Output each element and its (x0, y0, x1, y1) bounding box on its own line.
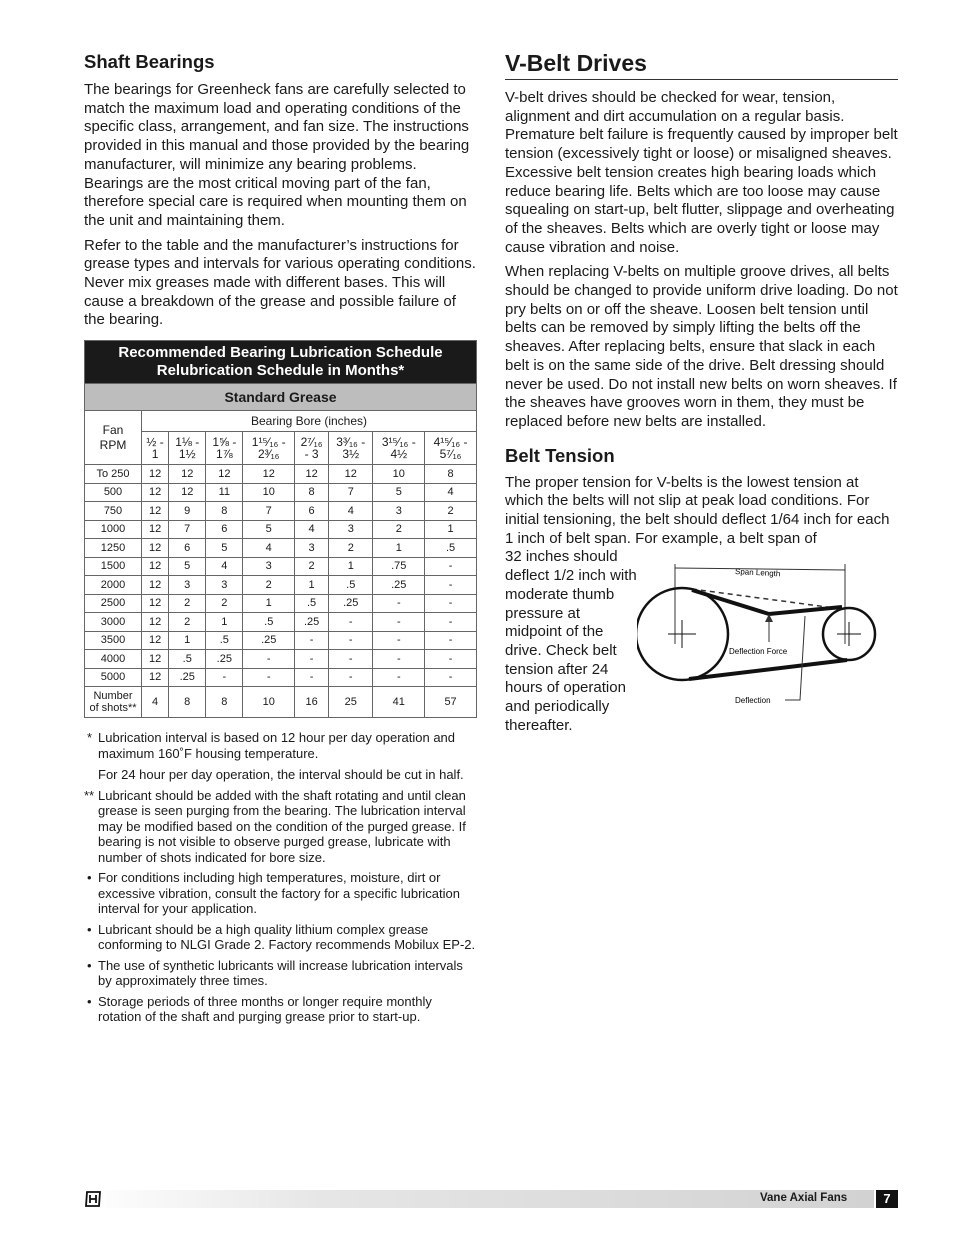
bore-size-header (295, 432, 329, 465)
interval-cell: - (295, 668, 329, 687)
interval-cell: .5 (206, 631, 243, 650)
interval-cell: 12 (142, 539, 169, 558)
interval-cell: 4 (295, 520, 329, 539)
interval-cell: 12 (142, 631, 169, 650)
table-notes (84, 730, 477, 1025)
interval-cell: 12 (142, 557, 169, 576)
interval-cell: - (373, 668, 425, 687)
table-row (85, 576, 477, 595)
interval-cell: - (425, 594, 477, 613)
interval-cell: - (373, 631, 425, 650)
bullet-mark: • (87, 921, 92, 937)
interval-cell: 5 (169, 557, 206, 576)
interval-cell: .5 (169, 650, 206, 669)
v-belt-para-1: V-belt drives should be checked for wear, tension, alignment and dirt accumulation on a regular basis. Premature belt failure is frequently caused by improper belt tension (excessively tight or loose) or misaligned sheaves. Excessive belt tension creates high bearing loads which reduce bearing life. Belts which are too loose may cause squealing on start-up, belt flutter, slippage and overheating of the sheaves. Belts which are overly tight or loose may cause vibration and noise. (505, 89, 898, 256)
interval-cell: 12 (295, 465, 329, 484)
interval-cell: 12 (206, 465, 243, 484)
belt-tension-side-text: 32 inches should deflect 1/2 inch with moderate thumb pressure at midpoint of the drive. Check belt tension after 24 hours of operation and periodically thereafter. (505, 548, 637, 734)
interval-cell: 10 (373, 465, 425, 484)
interval-cell: - (425, 557, 477, 576)
rpm-cell: 500 (85, 483, 142, 502)
shaft-bearings-para-2: Refer to the table and the manufacturer’s instructions for grease types and intervals for various operating conditions. Never mix greases made with different bases. This will cause a breakdown of the grease and possible failure of the bearing. (84, 236, 476, 329)
bore-size-bottom: - 3 (304, 447, 319, 462)
v-belt-para-2: When replacing V-belts on multiple groove drives, all belts should be changed to provide uniform drive loading. Do not pry belts on or off the sheave. Loosen belt tension until belts can be removed by simply lifting the belts off the sheaves. After replacing belts, ensure that slack in each belt is on the same side of the drive. Belt dressing should never be used. Do not install new belts on worn sheaves. If the sheaves have grooves worn in them, they must be replaced before new belts are installed. (505, 263, 898, 430)
interval-cell: .5 (295, 594, 329, 613)
v-belt-drives-heading: V-Belt Drives (505, 50, 898, 80)
note-bullet (84, 958, 477, 989)
note-double-star-mark: ** (84, 787, 95, 803)
bore-size-header (206, 432, 243, 465)
interval-cell: 2 (169, 594, 206, 613)
fan-rpm-header-line-2: RPM (99, 437, 127, 452)
interval-cell: - (425, 613, 477, 632)
lubrication-schedule-table (84, 340, 477, 718)
interval-cell: 12 (142, 483, 169, 502)
interval-cell: 8 (295, 483, 329, 502)
table-title-line-2: Relubrication Schedule in Months* (156, 362, 405, 380)
shaft-bearings-heading: Shaft Bearings (84, 51, 215, 72)
right-column (505, 50, 898, 736)
bore-size-bottom: 5⁷⁄₁₆ (439, 447, 462, 462)
interval-cell: 2 (169, 613, 206, 632)
table-row (85, 594, 477, 613)
interval-cell: 3 (373, 502, 425, 521)
interval-cell: 5 (243, 520, 295, 539)
note-bullet (84, 870, 477, 917)
interval-cell: .25 (373, 576, 425, 595)
belt-diagram-svg (637, 554, 897, 714)
table-subtitle: Standard Grease (85, 384, 477, 411)
shots-label-line-2: of shots** (89, 702, 137, 715)
note-star-mark: * (87, 730, 93, 746)
bullet-mark: • (87, 993, 92, 1009)
shots-cell: 16 (295, 687, 329, 718)
interval-cell: 5 (373, 483, 425, 502)
interval-cell: .5 (329, 576, 373, 595)
rpm-cell: 1000 (85, 520, 142, 539)
interval-cell: 3 (243, 557, 295, 576)
table-row (85, 557, 477, 576)
bore-size-bottom: 1½ (178, 447, 196, 462)
bore-size-header (373, 432, 425, 465)
interval-cell: 1 (206, 613, 243, 632)
table-title-line-1: Recommended Bearing Lubrication Schedule (118, 344, 443, 362)
bore-size-header (169, 432, 206, 465)
interval-cell: - (329, 650, 373, 669)
rpm-cell: 1250 (85, 539, 142, 558)
shaft-bearings-para-1: The bearings for Greenheck fans are carefully selected to match the maximum load and operating conditions of the specific class, arrangement, and fan size. The instructions provided in this manual and those provided by the bearing manufacturer, will minimize any bearing problems. Bearings are the most critical moving part of the fan, therefore special care is required when mounting them on the unit and maintaining them. (84, 81, 470, 229)
interval-cell: .5 (243, 613, 295, 632)
fan-rpm-header-line-1: Fan (102, 422, 124, 437)
interval-cell: 2 (243, 576, 295, 595)
bore-size-top: 1⅛ - (175, 435, 200, 450)
shots-cell: 41 (373, 687, 425, 718)
interval-cell: - (295, 650, 329, 669)
interval-cell: .25 (243, 631, 295, 650)
rpm-cell: 2000 (85, 576, 142, 595)
belt-tension-row (505, 548, 898, 735)
note-bullet-text: Lubricant should be a high quality lithium complex grease conforming to NLGI Grade 2. Factory recommends Mobilux EP-2. (98, 921, 476, 953)
interval-cell: 12 (142, 465, 169, 484)
note-bullet-text: For conditions including high temperatures, moisture, dirt or excessive vibration, consult the factory for a specific lubrication interval for your application. (98, 870, 461, 917)
deflection-callout (785, 616, 805, 700)
table-row (85, 483, 477, 502)
shots-label-line-1: Number (93, 690, 133, 703)
bore-size-header (329, 432, 373, 465)
interval-cell: 7 (329, 483, 373, 502)
interval-cell: 12 (142, 668, 169, 687)
interval-cell: - (329, 613, 373, 632)
interval-cell: .25 (329, 594, 373, 613)
interval-cell: - (425, 650, 477, 669)
bullet-mark: • (87, 957, 92, 973)
rpm-cell: 750 (85, 502, 142, 521)
bore-size-bottom: 4½ (390, 447, 408, 462)
interval-cell: - (425, 631, 477, 650)
bore-size-header (425, 432, 477, 465)
greenheck-logo-icon (84, 1191, 102, 1207)
bullet-mark: • (87, 870, 92, 886)
interval-cell: 1 (169, 631, 206, 650)
shots-cell: 8 (206, 687, 243, 718)
interval-cell: .75 (373, 557, 425, 576)
interval-cell: 8 (206, 502, 243, 521)
interval-cell: - (373, 613, 425, 632)
table-row (85, 668, 477, 687)
note-bullet (84, 994, 477, 1025)
interval-cell: - (295, 631, 329, 650)
interval-cell: 12 (142, 650, 169, 669)
table-title (85, 341, 477, 384)
interval-cell: 11 (206, 483, 243, 502)
bore-size-bottom: 2³⁄₁₆ (257, 447, 280, 462)
rpm-cell: 2500 (85, 594, 142, 613)
interval-cell: 2 (206, 594, 243, 613)
shots-cell: 4 (142, 687, 169, 718)
interval-cell: - (329, 631, 373, 650)
table-row (85, 539, 477, 558)
interval-cell: - (425, 668, 477, 687)
interval-cell: .25 (169, 668, 206, 687)
bore-size-bottom: 3½ (342, 447, 360, 462)
shots-cell: 10 (243, 687, 295, 718)
interval-cell: - (243, 650, 295, 669)
interval-cell: 6 (295, 502, 329, 521)
shots-label (85, 687, 142, 718)
belt-tension-heading: Belt Tension (505, 444, 615, 466)
table-row (85, 502, 477, 521)
rpm-cell: 4000 (85, 650, 142, 669)
bore-size-bottom: 1 (151, 447, 159, 462)
note-double-star-text: Lubricant should be added with the shaft rotating and until clean grease is seen purging from the bearing. The lubrication interval may be modified based on the condition of the purged grease. If bearing is not visible to observe purged grease, lubricate with number of shots indicated for bore size. (98, 787, 466, 865)
belt-tension-para: The proper tension for V-belts is the lowest tension at which the belts will not slip at peak load conditions. For initial tensioning, the belt should deflect 1/64 inch for each 1 inch of belt span. For example, a belt span of (505, 473, 890, 547)
interval-cell: 12 (169, 483, 206, 502)
interval-cell: 12 (142, 576, 169, 595)
table-row (85, 465, 477, 484)
interval-cell: 12 (142, 594, 169, 613)
page-number: 7 (876, 1190, 898, 1208)
interval-cell: 1 (329, 557, 373, 576)
interval-cell: 4 (206, 557, 243, 576)
interval-cell: 4 (425, 483, 477, 502)
interval-cell: 1 (425, 520, 477, 539)
footer-bar (84, 1190, 874, 1208)
table-row (85, 631, 477, 650)
interval-cell: 6 (206, 520, 243, 539)
interval-cell: 12 (142, 613, 169, 632)
rpm-cell: 1500 (85, 557, 142, 576)
table-row (85, 613, 477, 632)
interval-cell: 1 (295, 576, 329, 595)
interval-cell: .25 (295, 613, 329, 632)
interval-cell: 4 (243, 539, 295, 558)
bore-size-header (243, 432, 295, 465)
bearing-bore-header: Bearing Bore (inches) (142, 411, 477, 432)
bore-size-top: 4¹⁵⁄₁₆ - (433, 435, 468, 450)
bore-size-top: 3¹⁵⁄₁₆ - (381, 435, 416, 450)
bore-size-top: 1⅝ - (212, 435, 237, 450)
rpm-cell: 5000 (85, 668, 142, 687)
note-bullet (84, 922, 477, 953)
interval-cell: - (206, 668, 243, 687)
interval-cell: - (243, 668, 295, 687)
bore-size-top: 2⁷⁄₁₆ (300, 435, 323, 450)
deflection-force-label: Deflection Force (729, 647, 788, 657)
interval-cell: 3 (169, 576, 206, 595)
interval-cell: - (329, 668, 373, 687)
interval-cell: 7 (243, 502, 295, 521)
interval-cell: 1 (373, 539, 425, 558)
interval-cell: 7 (169, 520, 206, 539)
interval-cell: - (425, 576, 477, 595)
interval-cell: 9 (169, 502, 206, 521)
interval-cell: 5 (206, 539, 243, 558)
bore-size-bottom: 1⅞ (215, 447, 233, 462)
interval-cell: 12 (169, 465, 206, 484)
interval-cell: 2 (329, 539, 373, 558)
interval-cell: 3 (329, 520, 373, 539)
notes-bullet-list (84, 870, 477, 1025)
interval-cell: 12 (142, 502, 169, 521)
rpm-cell: 3000 (85, 613, 142, 632)
shots-cell: 8 (169, 687, 206, 718)
fan-rpm-header (85, 411, 142, 465)
interval-cell: 3 (295, 539, 329, 558)
shots-cell: 57 (425, 687, 477, 718)
interval-cell: 10 (243, 483, 295, 502)
note-double-star (84, 788, 477, 866)
bore-size-top: 3³⁄₁₆ - (336, 435, 366, 450)
note-star (84, 730, 477, 783)
table-row (85, 520, 477, 539)
rpm-cell: 3500 (85, 631, 142, 650)
note-bullet-text: Storage periods of three months or longer require monthly rotation of the shaft and purging grease prior to start-up. (98, 993, 432, 1025)
interval-cell: .25 (206, 650, 243, 669)
note-star-text: Lubrication interval is based on 12 hour per day operation and maximum 160˚F housing temperature. (98, 730, 456, 761)
interval-cell: 2 (425, 502, 477, 521)
interval-cell: 2 (373, 520, 425, 539)
interval-cell: 12 (329, 465, 373, 484)
interval-cell: 12 (243, 465, 295, 484)
rpm-cell: To 250 (85, 465, 142, 484)
note-bullet-text: The use of synthetic lubricants will increase lubrication intervals by approximately three times. (98, 957, 463, 989)
interval-cell: 1 (243, 594, 295, 613)
bore-size-header (142, 432, 169, 465)
footer-title: Vane Axial Fans (760, 1192, 848, 1204)
interval-cell: 12 (142, 520, 169, 539)
deflection-label: Deflection (735, 696, 771, 706)
note-star-text-2: For 24 hour per day operation, the interval should be cut in half. (98, 767, 464, 783)
interval-cell: - (373, 594, 425, 613)
span-length-label: Span Length (734, 567, 781, 579)
interval-cell: 8 (425, 465, 477, 484)
table-row (85, 650, 477, 669)
interval-cell: - (373, 650, 425, 669)
left-column (84, 50, 477, 1030)
interval-cell: 2 (295, 557, 329, 576)
belt-tension-diagram (637, 554, 897, 714)
bore-size-top: ½ - (146, 435, 164, 450)
bore-size-top: 1¹⁵⁄₁₆ - (251, 435, 286, 450)
shots-cell: 25 (329, 687, 373, 718)
interval-cell: .5 (425, 539, 477, 558)
interval-cell: 3 (206, 576, 243, 595)
interval-cell: 6 (169, 539, 206, 558)
interval-cell: 4 (329, 502, 373, 521)
